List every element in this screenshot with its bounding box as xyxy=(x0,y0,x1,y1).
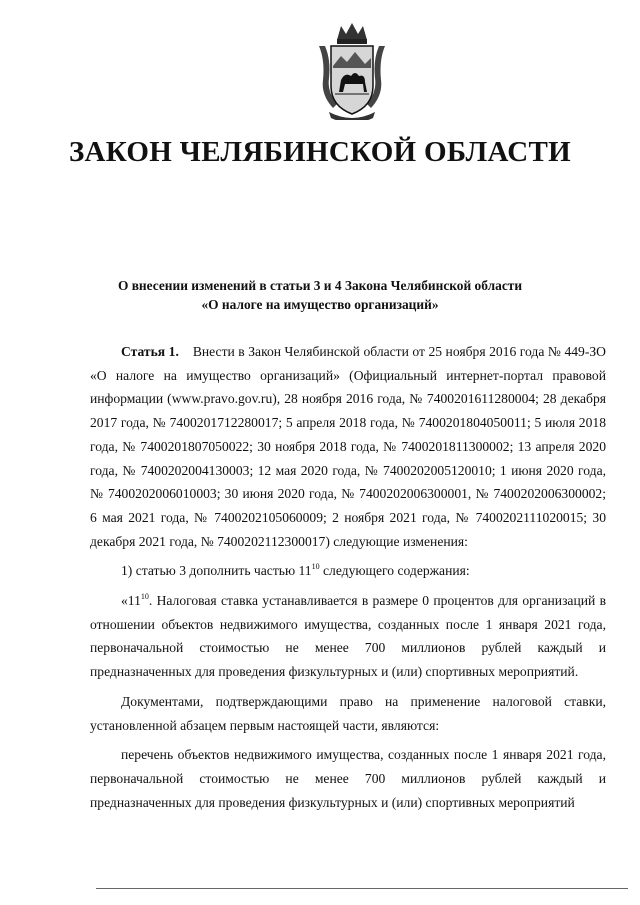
article-heading: Статья 1. xyxy=(121,344,179,359)
item-1-suffix: следующего содержания: xyxy=(319,563,470,579)
amendment-item-1 xyxy=(90,559,606,583)
subtitle-line-2: «О налоге на имущество организаций» xyxy=(201,297,439,312)
article-1-intro xyxy=(90,340,606,553)
part-open: «11 xyxy=(121,593,141,609)
subtitle-line-1: О внесении изменений в статьи 3 и 4 Закона Челябинской области xyxy=(117,278,523,293)
law-title: ЗАКОН ЧЕЛЯБИНСКОЙ ОБЛАСТИ xyxy=(68,136,572,168)
law-subtitle xyxy=(60,276,580,314)
part-body: . Налоговая ставка устанавливается в размере 0 процентов для организаций в отношении объектов недвижимого имущества, созданных после 1 января 2021 года, первоначальной стоимостью не менее 700 миллионов рублей каждый и предназначенных для проведения физкультурных и (или) спортивных мероприятий. xyxy=(90,593,606,680)
article-intro-text: Внести в Закон Челябинской области от 25 ноября 2016 года № 449-ЗО «О налоге на имущество организаций» (Официальный интернет-портал правовой информации (www.pravo.gov.ru), 28 ноября 2016 года, № 7400201611280004; 28 декабря 2017 года, № 7400201712280017; 5 апреля 2018 года, № 7400201804050011; 5 июля 2018 года, № 7400201807050022; 30 ноября 2018 года, № 7400201811300002; 13 апреля 2020 года, № 7400202004130003; 12 мая 2020 года, № 7400202005120010; 1 июня 2020 года, № 7400202006010003; 30 июня 2020 года, № 7400202006300001, № 7400202006300002; 6 мая 2021 года, № 7400202105060009; 2 ноября 2021 года, № 7400202111020015; 30 декабря 2021 года, № 7400202112300017) следующие изменения: xyxy=(90,344,606,549)
new-part-text xyxy=(90,589,606,684)
part-sup: 10 xyxy=(140,592,149,602)
list-item-paragraph: перечень объектов недвижимого имущества, созданных после 1 января 2021 года, первоначальной стоимостью не менее 700 миллионов рублей каждый и предназначенных для проведения физкультурных и (или) спортивных мероприятий xyxy=(90,747,606,810)
item-1-sup: 10 xyxy=(311,562,320,572)
item-1-prefix: 1) статью 3 дополнить частью 11 xyxy=(121,563,312,579)
document-body xyxy=(90,340,606,814)
documents-paragraph: Документами, подтверждающими право на применение налоговой ставки, установленной абзацем первым настоящей части, являются: xyxy=(90,693,606,733)
footer-divider xyxy=(96,888,628,889)
coat-of-arms-icon xyxy=(315,20,389,120)
